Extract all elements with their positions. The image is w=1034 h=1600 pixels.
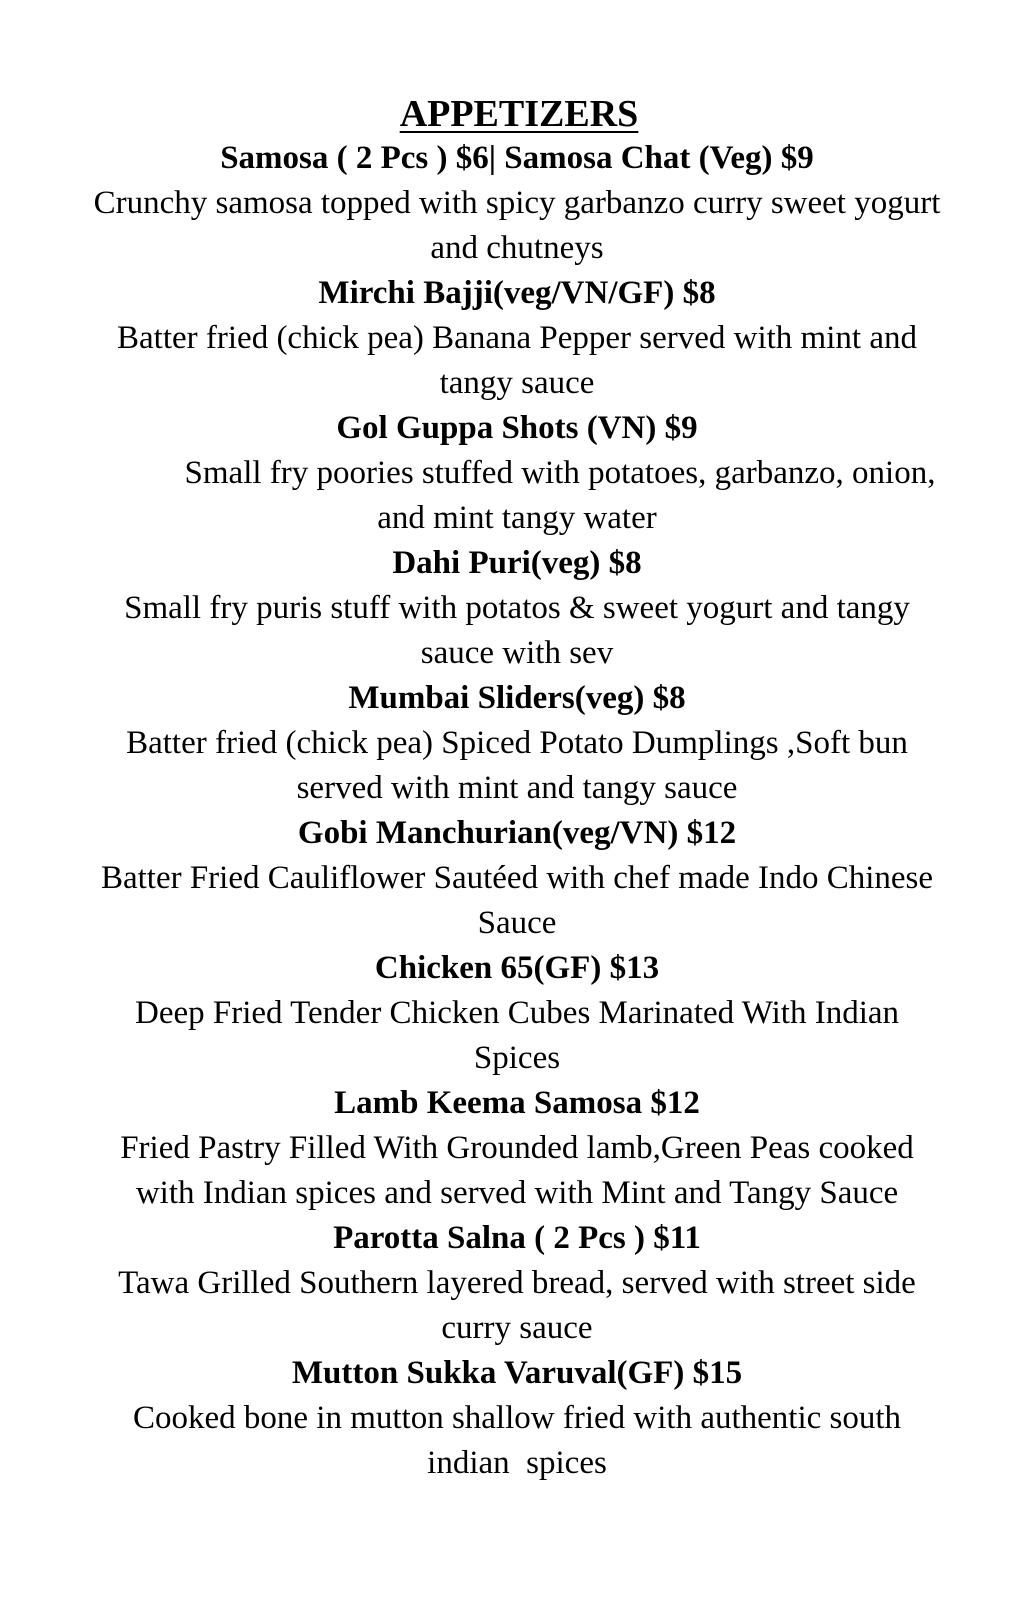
- menu-item: [0, 1351, 1034, 1486]
- item-description-line: Small fry puris stuff with potatos & sweet yogurt and tangy: [124, 590, 910, 626]
- item-description-line: Batter fried (chick pea) Banana Pepper served with mint and: [117, 320, 917, 356]
- item-title: Chicken 65(GF) $13: [374, 950, 660, 986]
- menu-item: [0, 406, 1034, 541]
- item-title: Mumbai Sliders(veg) $8: [348, 680, 686, 716]
- item-description-line: Batter fried (chick pea) Spiced Potato Dumplings ,Soft bun: [126, 725, 908, 761]
- menu-item: [0, 271, 1034, 406]
- item-description-line: sauce with sev: [420, 635, 614, 671]
- item-description-line: curry sauce: [441, 1310, 593, 1346]
- menu-item: [0, 811, 1034, 946]
- item-title: Lamb Keema Samosa $12: [334, 1085, 700, 1121]
- item-description-line: Small fry poories stuffed with potatoes, garbanzo, onion,: [184, 455, 936, 491]
- item-description-line: and chutneys: [430, 230, 604, 266]
- item-description-line: Spices: [473, 1040, 561, 1076]
- item-title: Mirchi Bajji(veg/VN/GF) $8: [318, 275, 716, 311]
- menu-item-list: [0, 136, 1034, 1486]
- item-description-line: indian spices: [427, 1445, 607, 1481]
- menu-item: [0, 1216, 1034, 1351]
- item-description-line: with Indian spices and served with Mint and Tangy Sauce: [135, 1175, 899, 1211]
- item-description-line: and mint tangy water: [377, 500, 657, 536]
- menu-item: [0, 136, 1034, 271]
- menu-item: [0, 676, 1034, 811]
- menu-item: [0, 541, 1034, 676]
- item-description-line: Tawa Grilled Southern layered bread, served with street side: [118, 1265, 916, 1301]
- item-description-line: Fried Pastry Filled With Grounded lamb,Green Peas cooked: [120, 1130, 914, 1166]
- item-title: Samosa ( 2 Pcs ) $6| Samosa Chat (Veg) $9: [220, 140, 814, 176]
- item-title: Dahi Puri(veg) $8: [392, 545, 642, 581]
- item-description-line: Crunchy samosa topped with spicy garbanzo curry sweet yogurt: [93, 185, 941, 221]
- menu-page: [0, 92, 1034, 1486]
- item-title: Gobi Manchurian(veg/VN) $12: [297, 815, 737, 851]
- item-title: Mutton Sukka Varuval(GF) $15: [291, 1355, 743, 1391]
- item-description-line: served with mint and tangy sauce: [296, 770, 738, 806]
- item-description-line: Sauce: [477, 905, 557, 941]
- section-title: APPETIZERS: [399, 93, 639, 135]
- item-description-line: Cooked bone in mutton shallow fried with authentic south: [132, 1400, 902, 1436]
- menu-item: [0, 1081, 1034, 1216]
- item-description-line: Deep Fried Tender Chicken Cubes Marinated With Indian: [134, 995, 900, 1031]
- item-description-line: tangy sauce: [439, 365, 595, 401]
- item-description-line: Batter Fried Cauliflower Sautéed with chef made Indo Chinese: [100, 860, 934, 896]
- item-title: Parotta Salna ( 2 Pcs ) $11: [333, 1220, 701, 1256]
- menu-item: [0, 946, 1034, 1081]
- item-title: Gol Guppa Shots (VN) $9: [336, 410, 698, 446]
